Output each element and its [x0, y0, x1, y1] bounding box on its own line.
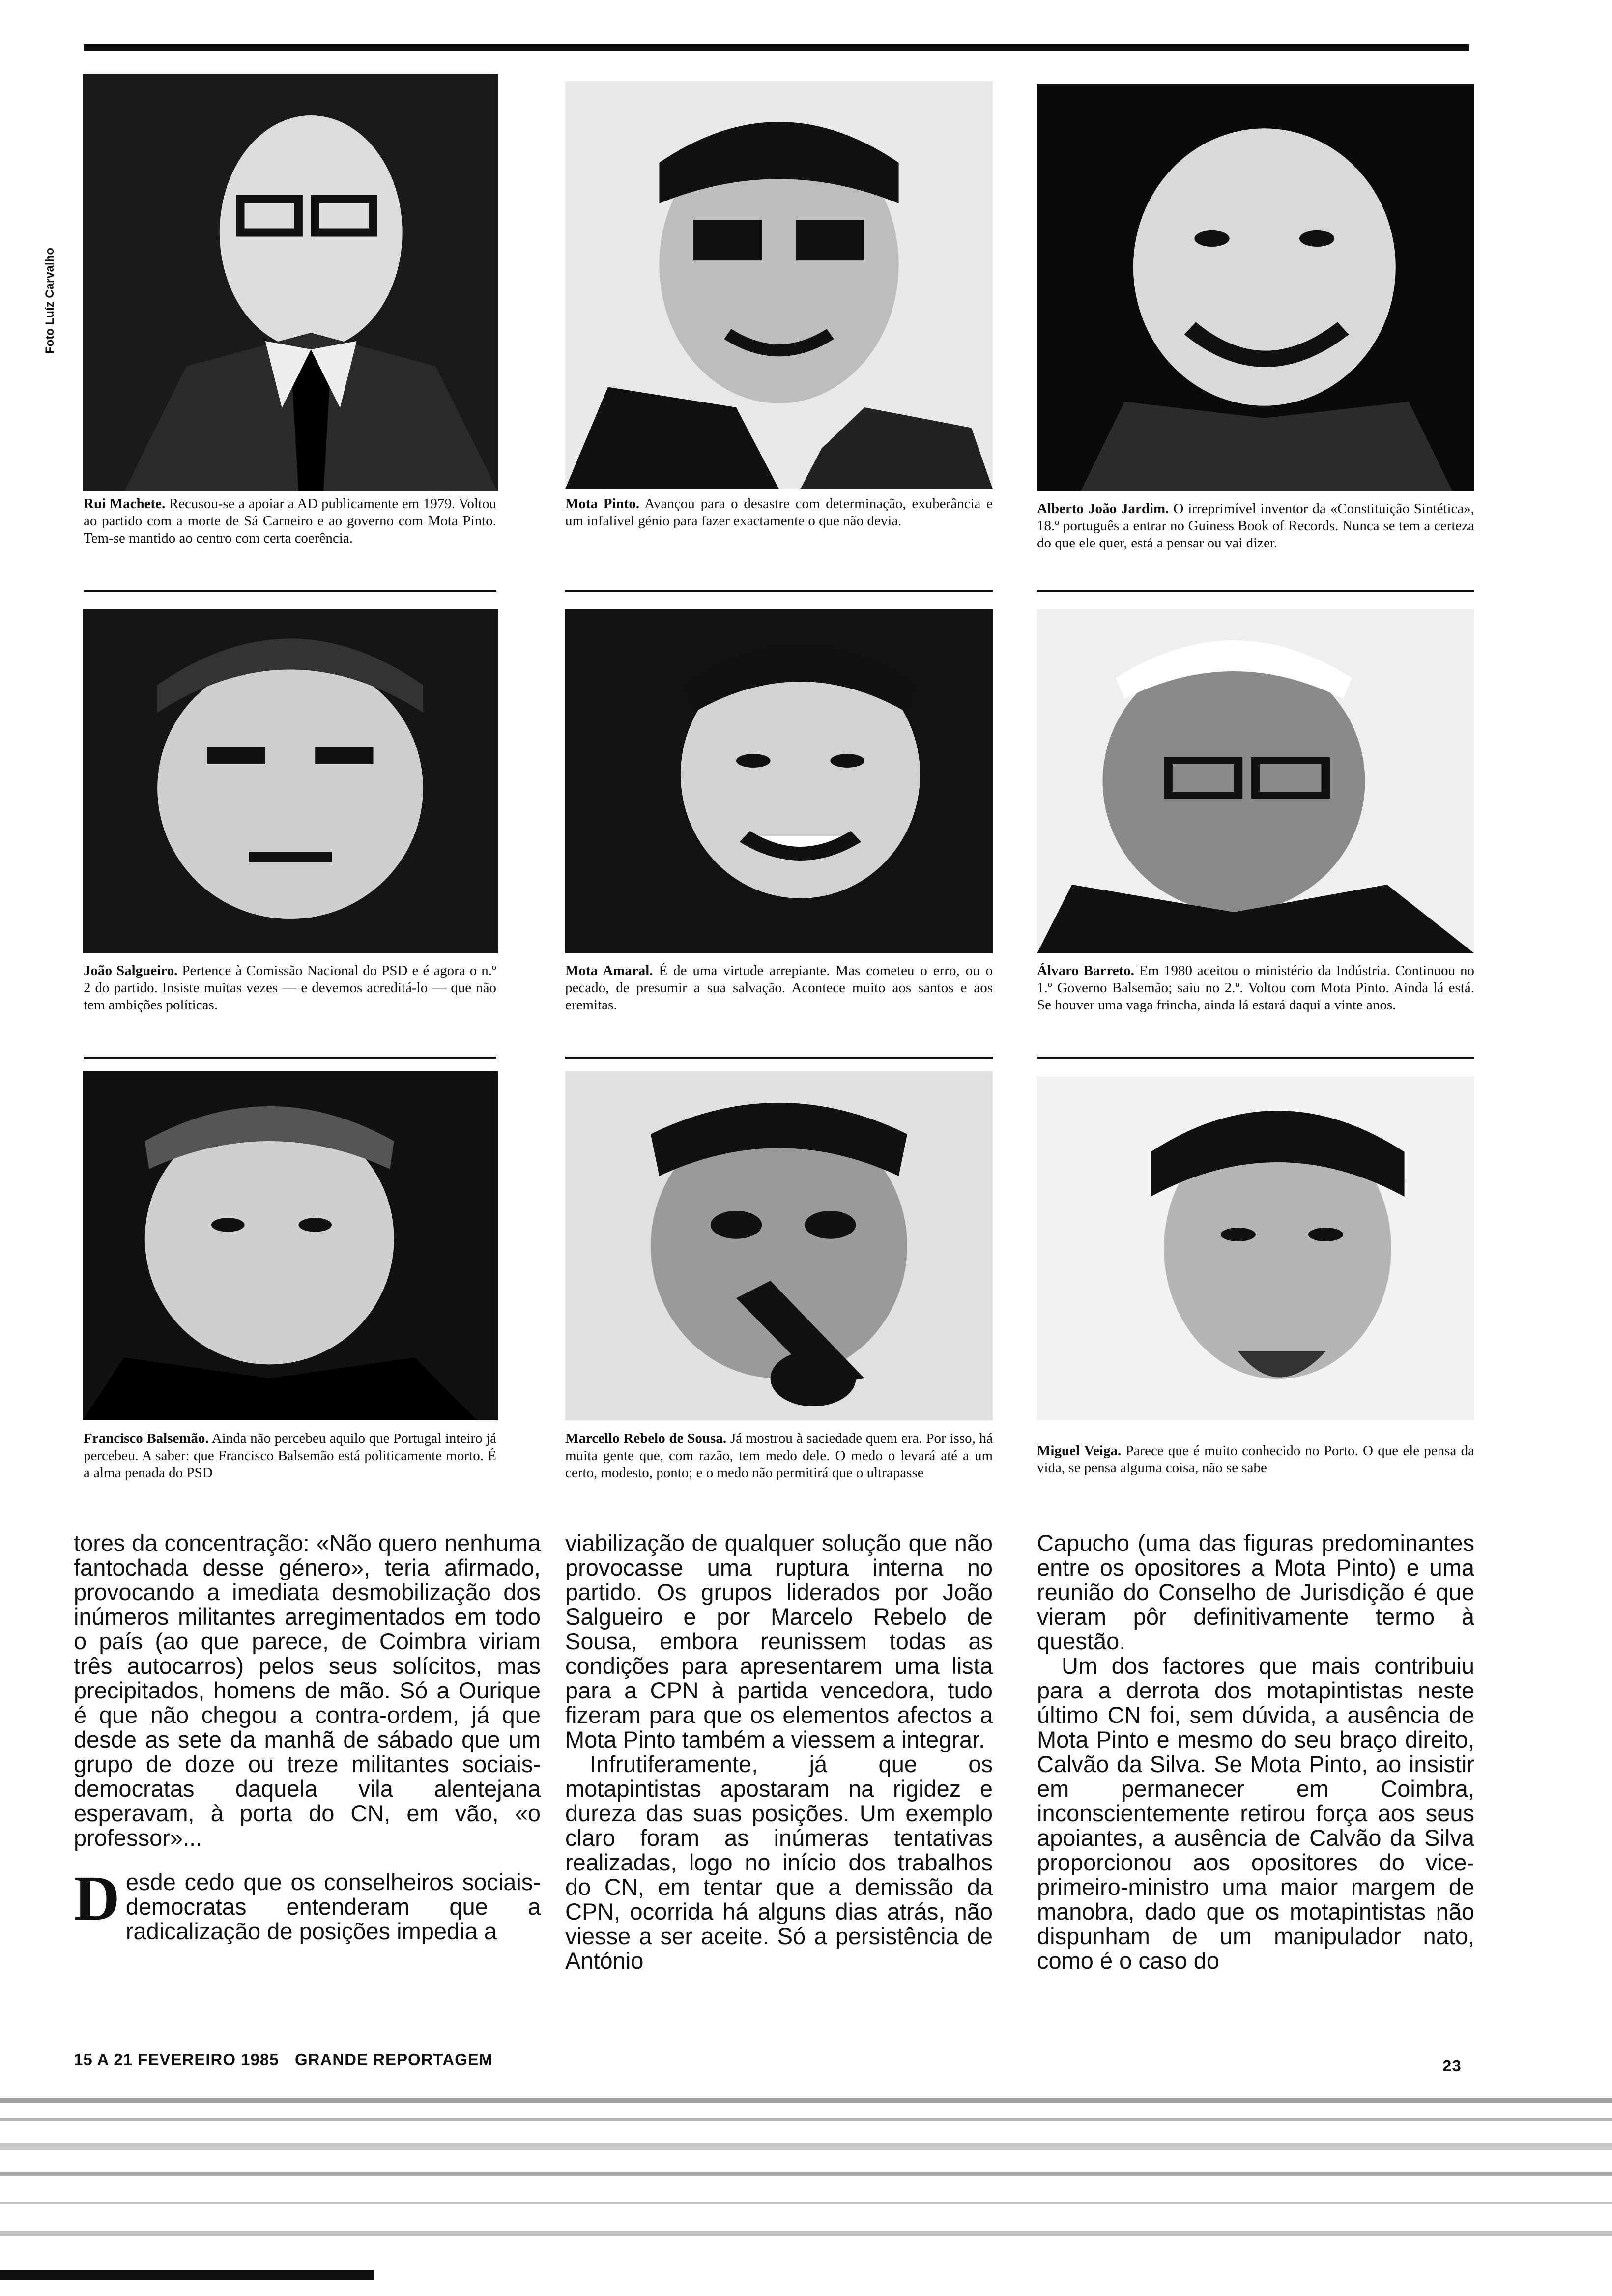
- portrait-miguel-veiga: [1037, 1076, 1474, 1420]
- article-paragraph: viabilização de qualquer solução que não provocasse uma ruptura interna no partido. Os grupos liderados por João Salgueiro e por Marcelo Rebelo de Sousa, embora reunissem todas as condições para apresentarem uma lista para a CPN à partida vencedora, tudo fizeram para que os elementos afectos a Mota Pinto também a viessem a integrar.: [565, 1530, 993, 1752]
- caption-joao-salgueiro: [84, 962, 496, 1014]
- caption-text: É de uma virtude arrepiante. Mas cometeu o erro, ou o pecado, de presumir a sua salvação. Acontece muito aos santos e aos eremitas.: [565, 963, 993, 1013]
- caption-name: João Salgueiro.: [84, 963, 178, 978]
- page-number: 23: [1442, 2057, 1462, 2075]
- caption-text: O irreprimível inventor da «Constituição Sintética», 18.º português a entrar no Guiness Book of Records. Nunca se tem a certeza do que ele quer, está a pensar ou vai dizer.: [1037, 501, 1475, 551]
- caption-text: Recusou-se a apoiar a AD publicamente em 1979. Voltou ao partido com a morte de Sá Carneiro e ao governo com Mota Pinto. Tem-se mantido ao centro com certa coerência.: [84, 496, 496, 546]
- portrait-joao-salgueiro: [83, 609, 498, 953]
- caption-miguel-veiga: [1037, 1442, 1474, 1477]
- portrait-francisco-balsemao: [83, 1071, 498, 1420]
- caption-alberto-joao-jardim: [1037, 500, 1474, 552]
- caption-mota-pinto: [565, 495, 993, 530]
- article-paragraph: Infrutiferamente, já que os motapintistas apostaram na rigidez e dureza das suas posições. Um exemplo claro foram as inúmeras tentativas realizadas, logo no início dos trabalhos do CN, em tentar que a demissão da CPN, ocorrida há alguns dias atrás, não viesse a ser aceite. Só a persistência de António: [565, 1751, 993, 1974]
- caption-name: Miguel Veiga.: [1037, 1443, 1122, 1459]
- caption-name: Rui Machete.: [84, 496, 166, 512]
- caption-mota-amaral: [565, 962, 993, 1014]
- portrait-alvaro-barreto: [1037, 609, 1474, 953]
- footer-date: 15 A 21 FEVEREIRO 1985: [74, 2050, 279, 2068]
- row-divider: [1037, 590, 1474, 592]
- article-column-3: [1037, 1531, 1474, 1973]
- portrait-mota-pinto: [565, 81, 993, 489]
- row-divider: [84, 590, 496, 592]
- caption-name: Álvaro Barreto.: [1037, 963, 1135, 978]
- article-paragraph: tores da concentração: «Não quero nenhuma fantochada desse género», teria afirmado, provocando a imediata desmobilização dos inúmeros militantes arregimentados em todo o país (ao que parece, de Coimbra viriam três autocarros) pelos seus solícitos, mas precipitados, homens de mão. Só a Ourique é que não chegou a contra-ordem, já que desde as sete da manhã de sábado que um grupo de doze ou treze militantes sociais-democratas daquela vila alentejana esperavam, à porta do CN, em vão, «o professor»...: [74, 1530, 541, 1851]
- top-rule: [84, 44, 1469, 51]
- caption-francisco-balsemao: [84, 1430, 496, 1482]
- portrait-rui-machete: [83, 74, 498, 491]
- caption-name: Marcello Rebelo de Sousa.: [565, 1431, 727, 1446]
- article-paragraph: [74, 1863, 541, 1944]
- caption-marcello-rebelo-de-sousa: [565, 1430, 993, 1482]
- caption-name: Alberto João Jardim.: [1037, 501, 1169, 517]
- footer-section: GRANDE REPORTAGEM: [295, 2050, 493, 2068]
- caption-text: Pertence à Comissão Nacional do PSD e é agora o n.º 2 do partido. Insiste muitas vezes — e devemos acreditá-lo — que não tem ambições políticas.: [84, 963, 497, 1013]
- caption-name: Mota Pinto.: [565, 496, 640, 512]
- row-divider: [84, 1057, 496, 1059]
- caption-text: Em 1980 aceitou o ministério da Indústria. Continuou no 1.º Governo Balsemão; saiu no 2.º. Voltou com Mota Pinto. Ainda lá está. Se houver uma vaga frincha, ainda lá estará daqui a vinte anos.: [1037, 963, 1474, 1013]
- caption-text: Avançou para o desastre com determinação, exuberância e um infalível génio para fazer exactamente o que não devia.: [565, 496, 993, 529]
- scan-noise: [0, 2089, 1612, 2296]
- drop-cap: D: [74, 1863, 120, 1934]
- article-column-2: [565, 1531, 993, 1973]
- article-text: esde cedo que os conselheiros sociais-democratas entenderam que a radicalização de posições impedia a: [125, 1869, 541, 1944]
- photo-credit: Foto Luíz Carvalho: [43, 248, 57, 354]
- caption-alvaro-barreto: [1037, 962, 1474, 1014]
- caption-text: Ainda não percebeu aquilo que Portugal inteiro já percebeu. A saber: que Francisco Balsemão está politicamente morto. É a alma penada do PSD: [84, 1431, 497, 1481]
- caption-text: Parece que é muito conhecido no Porto. O que ele pensa da vida, se pensa alguma coisa, não se sabe: [1037, 1443, 1475, 1476]
- article-column-1: [74, 1531, 541, 1944]
- caption-text: Já mostrou à saciedade quem era. Por isso, há muita gente que, com razão, tem medo dele. O medo o levará até a um certo, modesto, ponto; e o medo não permitirá que o ultrapasse: [565, 1431, 993, 1481]
- caption-name: Francisco Balsemão.: [84, 1431, 209, 1446]
- row-divider: [1037, 1057, 1474, 1059]
- caption-name: Mota Amaral.: [565, 963, 653, 978]
- caption-rui-machete: [84, 495, 496, 547]
- article-paragraph: Um dos factores que mais contribuiu para a derrota dos motapintistas neste último CN foi, sem dúvida, a ausência de Mota Pinto e mesmo do seu braço direito, Calvão da Silva. Se Mota Pinto, ao insistir em permanecer em Coimbra, inconscientemente retirou força aos seus apoiantes, a ausência de Calvão da Silva proporcionou aos opositores do vice-primeiro-ministro uma maior margem de manobra, dado que os motapintistas não dispunham de um manipulador nato, como é o caso do: [1037, 1653, 1474, 1974]
- article-paragraph: Capucho (uma das figuras predominantes entre os opositores a Mota Pinto) e uma reunião do Conselho de Jurisdição é que vieram pôr definitivamente termo à questão.: [1037, 1530, 1474, 1654]
- row-divider: [565, 590, 993, 592]
- portrait-mota-amaral: [565, 609, 993, 953]
- portrait-alberto-joao-jardim: [1037, 84, 1474, 491]
- portrait-marcello-rebelo-de-sousa: [565, 1071, 993, 1420]
- row-divider: [565, 1057, 993, 1059]
